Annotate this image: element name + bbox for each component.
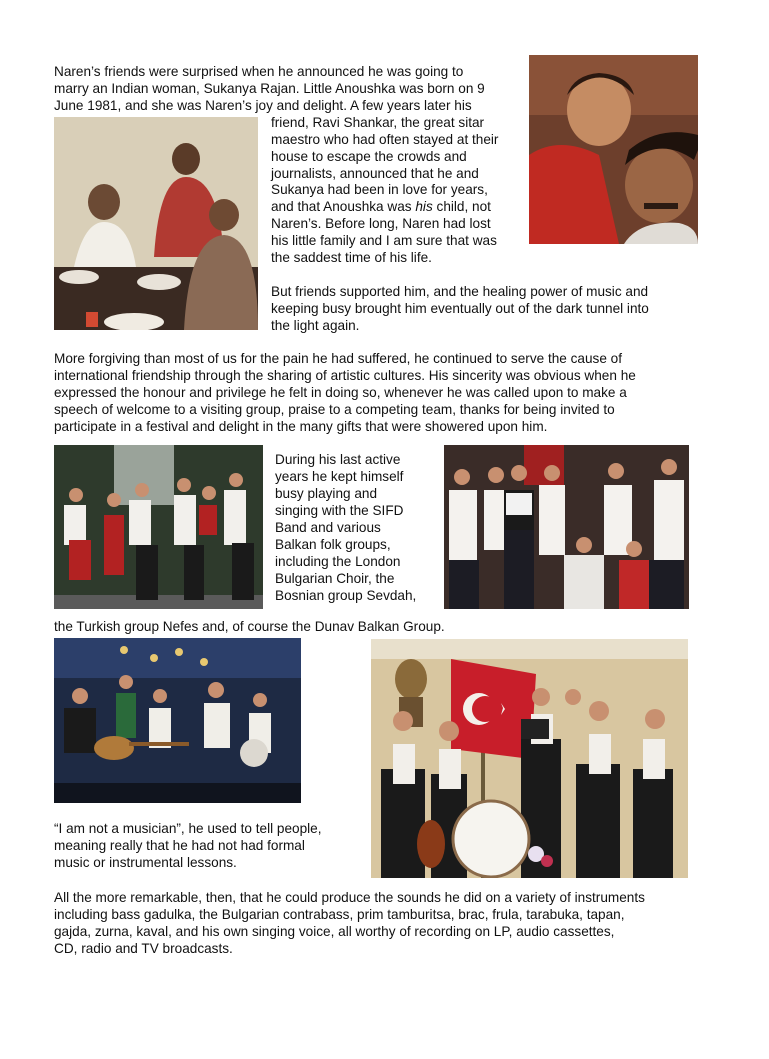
forgiving-line-1: More forgiving than most of us for the pain he had suffered, he continued to serve the cause of	[54, 351, 623, 366]
intro-line-1: Naren’s friends were surprised when he announced he was going to	[54, 64, 464, 79]
healing-line-1: But friends supported him, and the healing power of music and	[271, 284, 649, 299]
intro-right-line-9: the saddest time of his life.	[271, 250, 432, 265]
closing-line-2: including bass gadulka, the Bulgarian contrabass, prim tamburitsa, brac, frula, tarabuka, tapan,	[54, 907, 625, 922]
intro-right-line-1: friend, Ravi Shankar, the great sitar	[271, 115, 485, 130]
active-line-7: including the London	[275, 554, 401, 569]
active-line-4: singing with the SIFD	[275, 503, 404, 518]
active-line-6: Balkan folk groups,	[275, 537, 391, 552]
closing-line-3: gajda, zurna, kaval, and his own singing voice, all worthy of recording on LP, audio cassettes,	[54, 924, 615, 939]
intro-right-line-8: his little family and I am sure that was	[271, 233, 497, 248]
forgiving-line-5: participate in a festival and delight in the many gifts that were showered upon him.	[54, 419, 548, 434]
accordion-group-photo	[444, 445, 689, 609]
turkish-flag-group-photo	[371, 639, 688, 878]
quote-line-3: music or instrumental lessons.	[54, 855, 237, 870]
intro-right-line-6	[271, 199, 491, 216]
intro-right-line-4: journalists, announced that he and	[271, 166, 479, 181]
father-child-photo	[529, 55, 698, 244]
active-line-3: busy playing and	[275, 486, 378, 501]
quote-line-2: meaning really that he had not had formal	[54, 838, 305, 853]
active-line-5: Band and various	[275, 520, 381, 535]
intro-line-3: June 1981, and she was Naren’s joy and delight. A few years later his	[54, 98, 472, 113]
family-dinner-photo	[54, 117, 258, 330]
active-line-1: During his last active	[275, 452, 401, 467]
active-line-9: Bosnian group Sevdah,	[275, 588, 417, 603]
folk-dancers-photo	[54, 445, 263, 609]
stage-performance-photo	[54, 638, 301, 803]
active-line-8: Bulgarian Choir, the	[275, 571, 395, 586]
intro-right-line-5: Sukanya had been in love for years,	[271, 182, 488, 197]
intro-line-2: marry an Indian woman, Sukanya Rajan. Little Anoushka was born on 9	[54, 81, 485, 96]
closing-line-1: All the more remarkable, then, that he could produce the sounds he did on a variety of instruments	[54, 890, 645, 905]
intro-right-line-2: maestro who had often stayed at their	[271, 132, 499, 147]
intro-right-line-3: house to escape the crowds and	[271, 149, 467, 164]
forgiving-line-4: speech of welcome to a visiting group, praise to a competing team, thanks for being invited to	[54, 402, 615, 417]
forgiving-line-3: expressed the honour and privilege he felt in doing so, whenever he was called upon to make a	[54, 385, 627, 400]
closing-line-4: CD, radio and TV broadcasts.	[54, 941, 233, 956]
intro-his-after: child, not	[432, 199, 491, 214]
intro-right-line-7: Naren’s. Before long, Naren had lost	[271, 216, 491, 231]
quote-line-1: “I am not a musician”, he used to tell people,	[54, 821, 322, 836]
healing-line-3: the light again.	[271, 318, 360, 333]
healing-line-2: keeping busy brought him eventually out of the dark tunnel into	[271, 301, 649, 316]
forgiving-line-2: international friendship through the sharing of artistic cultures. His sincerity was obvious when he	[54, 368, 636, 383]
intro-his-before: and that Anoushka was	[271, 199, 416, 214]
intro-his-word: his	[415, 199, 433, 214]
active-continuation: the Turkish group Nefes and, of course the Dunav Balkan Group.	[54, 619, 445, 634]
active-line-2: years he kept himself	[275, 469, 404, 484]
